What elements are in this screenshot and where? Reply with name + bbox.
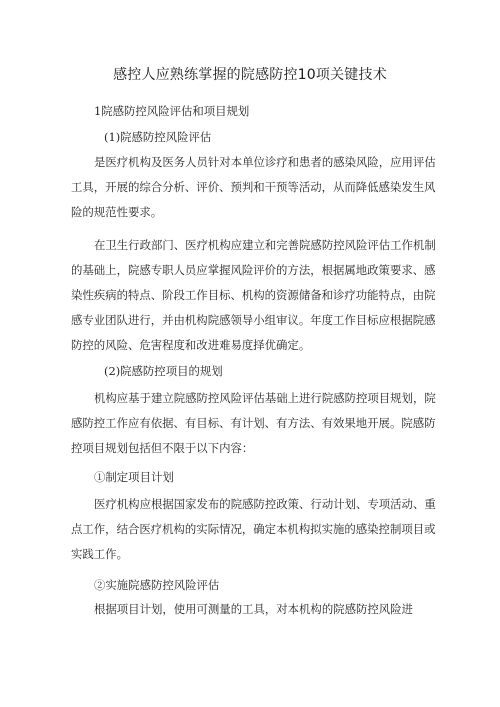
document-title: 感控人应熟练掌握的院感防控10项关键技术 <box>113 67 387 83</box>
paragraph-line: 在卫生行政部门、医疗机构应建立和完善院感防控风险评估工作机制 <box>94 238 436 252</box>
paragraph-line: 医疗机构应根据国家发布的院感防控政策、行动计划、专项活动、重 <box>94 497 436 511</box>
paragraph-line: 染性疾病的特点、阶段工作目标、机构的资源储备和诊疗功能特点，由院 <box>71 288 436 302</box>
paragraph-line: 机构应基于建立院感防控风险评估基础上进行院感防控项目规划，院 <box>94 391 436 405</box>
section-heading: 1院感防控风险评估和项目规划 <box>94 104 250 118</box>
paragraph-line: 感专业团队进行，并由机构院感领导小组审议。年度工作目标应根据院感 <box>71 313 436 327</box>
paragraph-line: 控项目规划包括但不限于以下内容： <box>71 441 254 455</box>
paragraph-line: 点工作，结合医疗机构的实际情况，确定本机构拟实施的感染控制项目或 <box>71 522 436 536</box>
item-heading: ②实施院感防控风险评估 <box>94 578 220 592</box>
paragraph-line: 防控的风险、危害程度和改进难易度择优确定。 <box>71 338 311 352</box>
paragraph-line: 是医疗机构及医务人员针对本单位诊疗和患者的感染风险，应用评估 <box>94 155 436 169</box>
paragraph-line: 实践工作。 <box>71 547 128 561</box>
subsection-heading: (1)院感防控风险评估 <box>104 130 212 144</box>
paragraph-line: 工具，开展的综合分析、评价、预判和干预等活动，从而降低感染发生风 <box>71 180 436 194</box>
subsection-heading: (2)院感防控项目的规划 <box>104 364 223 378</box>
paragraph-line: 险的规范性要求。 <box>71 205 163 219</box>
paragraph-line: 根据项目计划，使用可测量的工具，对本机构的院感防控风险进 <box>94 602 413 616</box>
item-heading: ①制定项目计划 <box>94 470 174 484</box>
paragraph-line: 感防控工作应有依据、有目标、有计划、有方法、有效果地开展。院感防 <box>71 416 436 430</box>
paragraph-line: 的基础上，院感专职人员应掌握风险评价的方法，根据属地政策要求、感 <box>71 263 436 277</box>
